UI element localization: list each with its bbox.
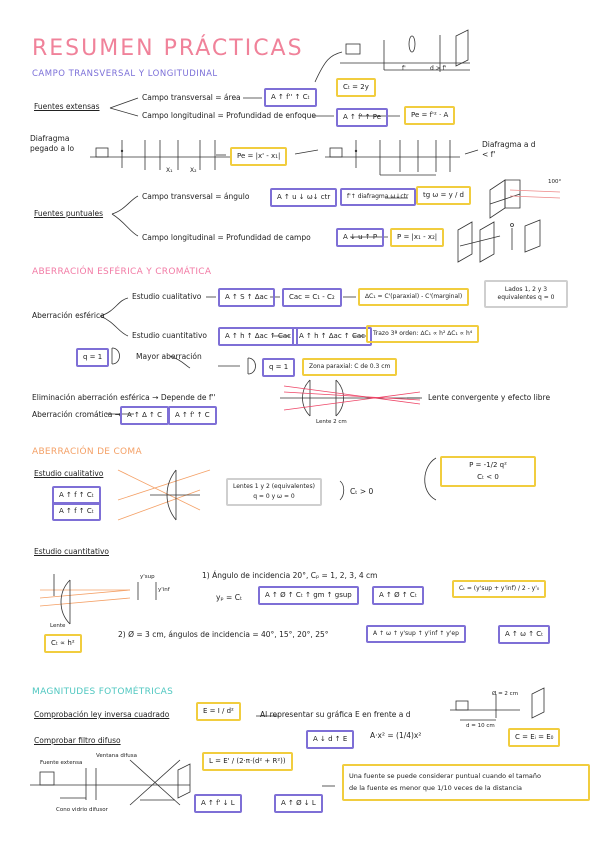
box-q2: q = 1 [262, 358, 295, 377]
box-coma-a1: A ↑ Ø ↑ Cₜ ↑ gm ↑ gsup [258, 586, 359, 605]
mayor-aberracion: Mayor aberración [136, 352, 202, 361]
label-x2: X₂ [190, 167, 197, 174]
box-esf-q1: A ↑ S ↑ ∆ac [218, 288, 275, 307]
campo-transversal-punt: Campo transversal = ángulo [142, 192, 250, 201]
box-esf-c2: A ↑ h ↑ ∆ac ↑ Cac [292, 327, 372, 346]
coma-right-1: P = -1/2 q² [469, 461, 507, 469]
box-l2: A ↑ Ø ↓ L [274, 794, 323, 813]
dim-d: d > f' [430, 65, 447, 72]
campo-longitudinal-punt: Campo longitudinal = Profundidad de campo [142, 233, 311, 242]
label-x1: X₁ [166, 167, 173, 174]
note-lente-convergente: Lente convergente y efecto libre [428, 393, 551, 402]
box-q1: q = 1 [76, 348, 109, 367]
heading-magnitudes: MAGNITUDES FOTOMÉTRICAS [32, 687, 174, 697]
box-zona-paraxial: Zona paraxial: C de 0.3 cm [302, 358, 397, 376]
campo-longitudinal-ext: Campo longitudinal = Profundidad de enfoque [142, 111, 317, 120]
coma-inner-box [226, 478, 322, 506]
estudio-cualitativo-esf: Estudio cualitativo [132, 292, 202, 301]
box-ad: A ↓ d ↑ E [306, 730, 354, 749]
box-trans-punt-1: A ↑ u ↓ ω↓ ctr [270, 188, 337, 207]
diam-label: Ø = 2 cm [492, 691, 519, 697]
box-long-punt-2: P = |x₁ - x₂| [390, 228, 444, 247]
label-ventana-difusa: Ventana difusa [96, 753, 138, 759]
box-transversal-ext: A ↑ f'' ↑ Cₜ [264, 88, 317, 107]
aberracion-cromatica-label: Aberración cromática → [32, 410, 122, 419]
note-box [342, 764, 590, 801]
campo-transversal-ext: Campo transversal = área [142, 93, 241, 102]
fuentes-extensas-label: Fuentes extensas [34, 102, 100, 111]
box-pe2: Pe = |x' - x₁| [230, 147, 287, 166]
note-line-1: Una fuente se puede considerar puntual cuando el tamaño [349, 772, 542, 780]
formula-ax: A·x² = (1/4)x² [370, 731, 422, 740]
coma-yinf: y'inf [158, 587, 170, 593]
coma-right-2: Cₜ < 0 [477, 473, 499, 481]
coma-dia-text: 2) Ø = 3 cm, ángulos de incidencia = 40°, 15°, 20°, 25° [118, 630, 329, 639]
box-coma-right [440, 456, 536, 487]
box-l1: A ↑ f' ↓ L [194, 794, 242, 813]
box-esf-c3: Trazo 3ª orden: ∆C₁ ∝ h² ∆C₁ ∝ h⁴ [366, 325, 479, 343]
box-coma-a3: Cₜ = (y'sup + y'inf) / 2 - y'₀ [452, 580, 546, 598]
box-tg: tg ω = y / d [416, 186, 471, 205]
label-fuente-extensa: Fuente extensa [40, 760, 83, 766]
box-crom-1: A ↑ ∆ ↑ C [120, 406, 169, 425]
box-esf-q2: Cac = C₁ - C₂ [282, 288, 342, 307]
box-l: L = E' / (2·π·(d² + R²)) [202, 752, 293, 771]
filtro-difuso: Comprobar filtro difuso [34, 736, 121, 745]
box-esf-c1: A ↑ h ↑ ∆ac ↑ Cac [218, 327, 298, 346]
dim-f: f' [402, 65, 406, 72]
box-long-punt-1: A ↓ u ↑ P [336, 228, 384, 247]
note-line-2: de la fuente es menor que 1/10 veces de la distancia [349, 784, 523, 793]
box-coma-b1: A ↑ ω ↑ y'sup ↑ y'inf ↑ y'ep [366, 625, 466, 643]
dist-label: d = 10 cm [466, 723, 495, 729]
ley-inversa: Comprobación ley inversa cuadrado [34, 710, 170, 719]
label-cono-vidrio: Cono vidrio difusor [56, 807, 108, 813]
estudio-cuantitativo-esf: Estudio cuantitativo [132, 331, 207, 340]
coma-cuantitativo: Estudio cuantitativo [34, 547, 109, 556]
box-coma-b2: A ↑ ω ↑ Cₜ [498, 625, 550, 644]
coma-lens-label: Lente [50, 623, 66, 629]
box-coma-q2: A ↑ f ↑ Cₜ [52, 502, 101, 521]
aberracion-esferica-label: Aberración esférica [32, 311, 105, 320]
page-subtitle: CAMPO TRANSVERSAL Y LONGITUDINAL [32, 69, 218, 79]
diafragma-left-label: Diafragma pegado a lo [30, 134, 75, 153]
diafragma-right-label: Diafragma a d < f' [482, 140, 536, 159]
box-pe: Pe = f'² · A [404, 106, 455, 125]
ct-formula-box: Cₜ = 2y [336, 78, 376, 97]
box-coma-ct: Cₜ ∝ h² [44, 634, 82, 653]
box-esf-q3: ∆C₁ = C'(paraxial) - C'(marginal) [358, 288, 469, 306]
coma-angle-text: 1) Ángulo de incidencia 20°, Cₚ = 1, 2, 3, 4 cm [202, 571, 378, 580]
box-ce: C = Eᵢ = E₀ [508, 728, 560, 747]
lens-note: Lente 2 cm [316, 419, 347, 425]
page-title: RESUMEN PRÁCTICAS [32, 36, 304, 61]
object-box [346, 44, 360, 54]
box-longitudinal-ext: A ↑ f' ↑ Pe [336, 108, 388, 127]
heading-coma: ABERRACIÓN DE COMA [32, 447, 142, 457]
coma-inner-text-2: q = 0 y ω = 0 [253, 493, 295, 500]
eliminacion-text: Eliminación aberración esférica → Depende de f'' [32, 393, 216, 402]
small-label: 100° [548, 179, 562, 185]
box-crom-2: A ↑ f' ↑ C [168, 406, 217, 425]
coma-yp: yₚ = Cₜ [216, 593, 243, 602]
box-coma-a2: A ↑ Ø ↑ Cₜ [372, 586, 424, 605]
box-coma-q1: A ↑ f ↑ Cₜ [52, 486, 101, 505]
screen-icon [456, 30, 468, 66]
graph-note: Al representar su gráfica E en frente a d [260, 710, 411, 719]
lens-icon [409, 36, 415, 52]
heading-esferica: ABERRACIÓN ESFÉRICA Y CROMÁTICA [32, 267, 212, 277]
coma-gt: Cₜ > 0 [350, 487, 374, 496]
coma-inner-text-1: Lentes 1 y 2 (equivalentes) [233, 483, 315, 490]
coma-ysup: y'sup [140, 574, 155, 580]
box-trans-punt-2: f'↑ diafragma ω↓ctr [340, 188, 416, 206]
coma-cualitativo: Estudio cualitativo [34, 469, 104, 478]
fuentes-puntuales-label: Fuentes puntuales [34, 209, 104, 218]
box-e: E = I / d² [196, 702, 241, 721]
box-esf-q4: Lados 1, 2 y 3 equivalentes q = 0 [484, 280, 568, 308]
